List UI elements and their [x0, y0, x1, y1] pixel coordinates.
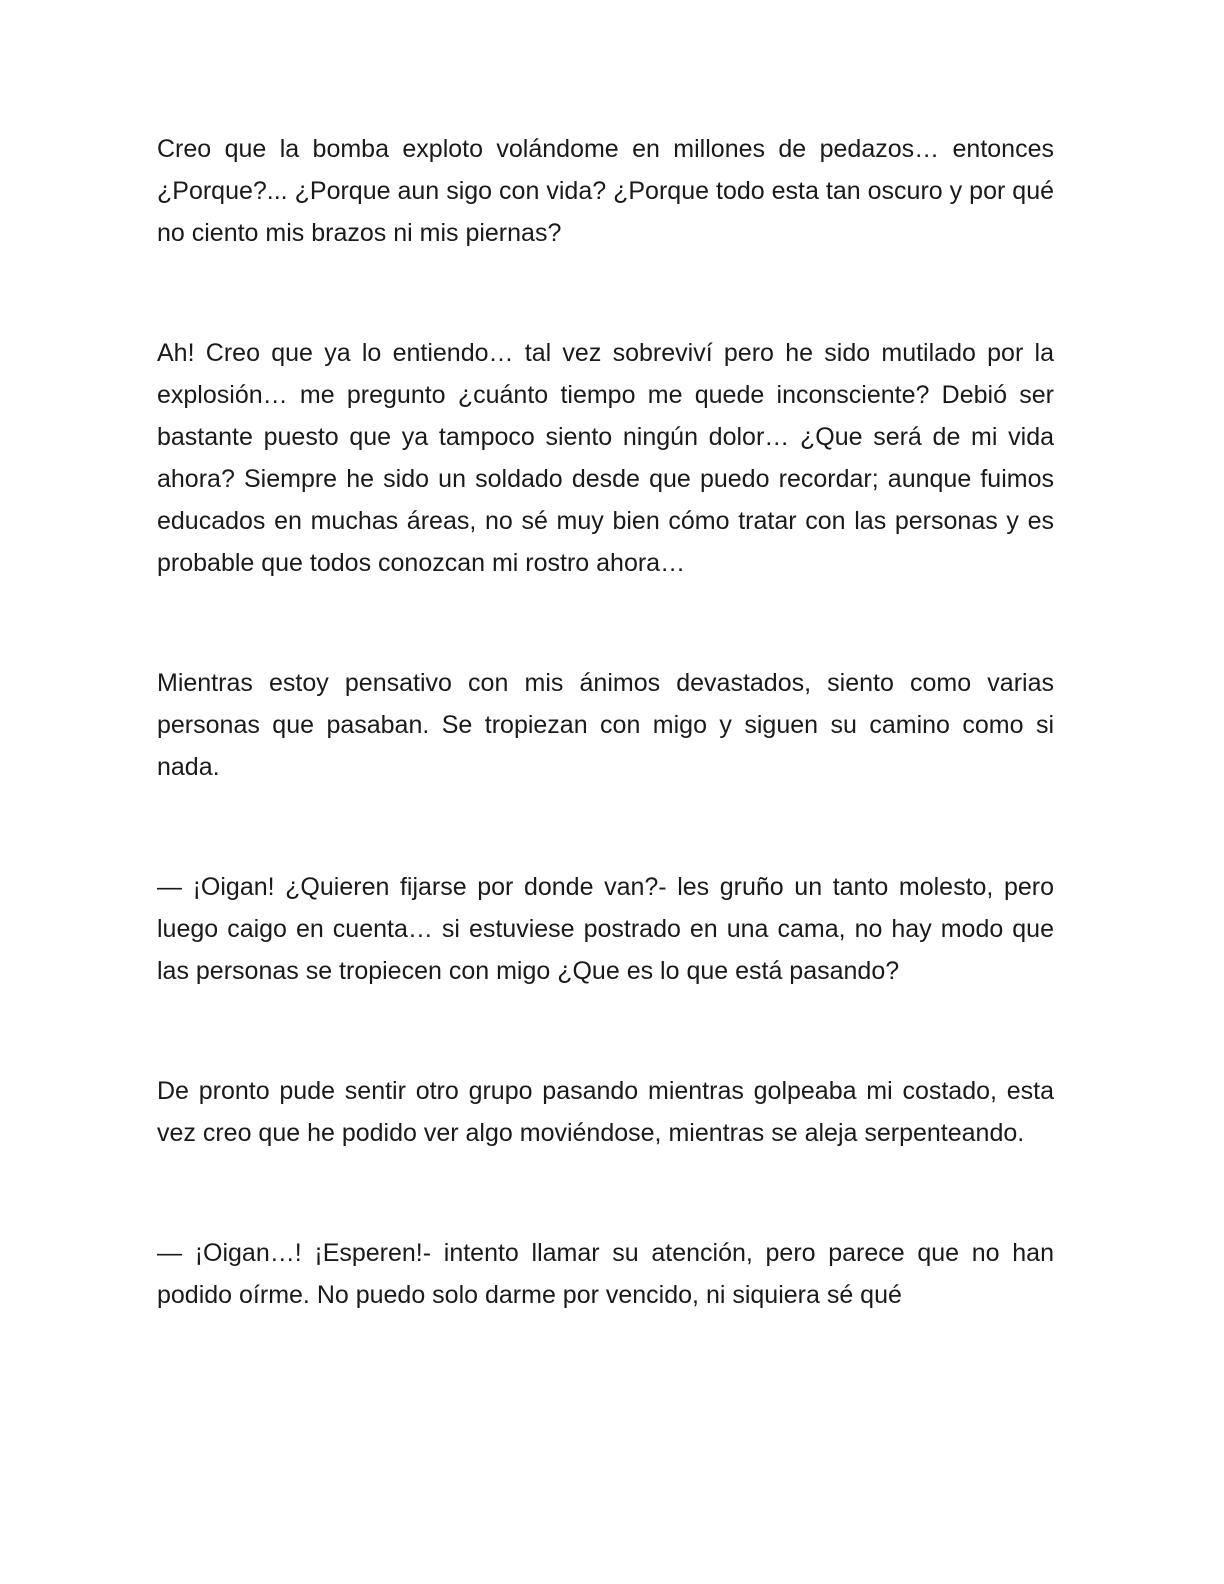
paragraph-5: De pronto pude sentir otro grupo pasando mientras golpeaba mi costado, esta vez creo que he podido ver algo moviéndose, mientras se aleja serpenteando.	[157, 1077, 1054, 1147]
paragraph-2: Ah! Creo que ya lo entiendo… tal vez sobreviví pero he sido mutilado por la explosión… me pregunto ¿cuánto tiempo me quede inconsciente? Debió ser bastante puesto que ya tampoco siento ningún dolor… ¿Que será de mi vida ahora? Siempre he sido un soldado desde que puedo recordar; aunque fuimos educados en muchas áreas, no sé muy bien cómo tratar con las personas y es probable que todos conozcan mi rostro ahora…	[157, 339, 1054, 577]
document-page	[157, 128, 1054, 1316]
paragraph-6: — ¡Oigan…! ¡Esperen!- intento llamar su atención, pero parece que no han podido oírme. No puedo solo darme por vencido, ni siquiera sé qué	[157, 1239, 1054, 1309]
paragraph-1: Creo que la bomba exploto volándome en millones de pedazos… entonces ¿Porque?... ¿Porque aun sigo con vida? ¿Porque todo esta tan oscuro y por qué no ciento mis brazos ni mis piernas?	[157, 135, 1054, 247]
paragraph-3: Mientras estoy pensativo con mis ánimos devastados, siento como varias personas que pasaban. Se tropiezan con migo y siguen su camino como si nada.	[157, 669, 1054, 781]
paragraph-4: — ¡Oigan! ¿Quieren fijarse por donde van?- les gruño un tanto molesto, pero luego caigo en cuenta… si estuviese postrado en una cama, no hay modo que las personas se tropiecen con migo ¿Que es lo que está pasando?	[157, 873, 1054, 985]
